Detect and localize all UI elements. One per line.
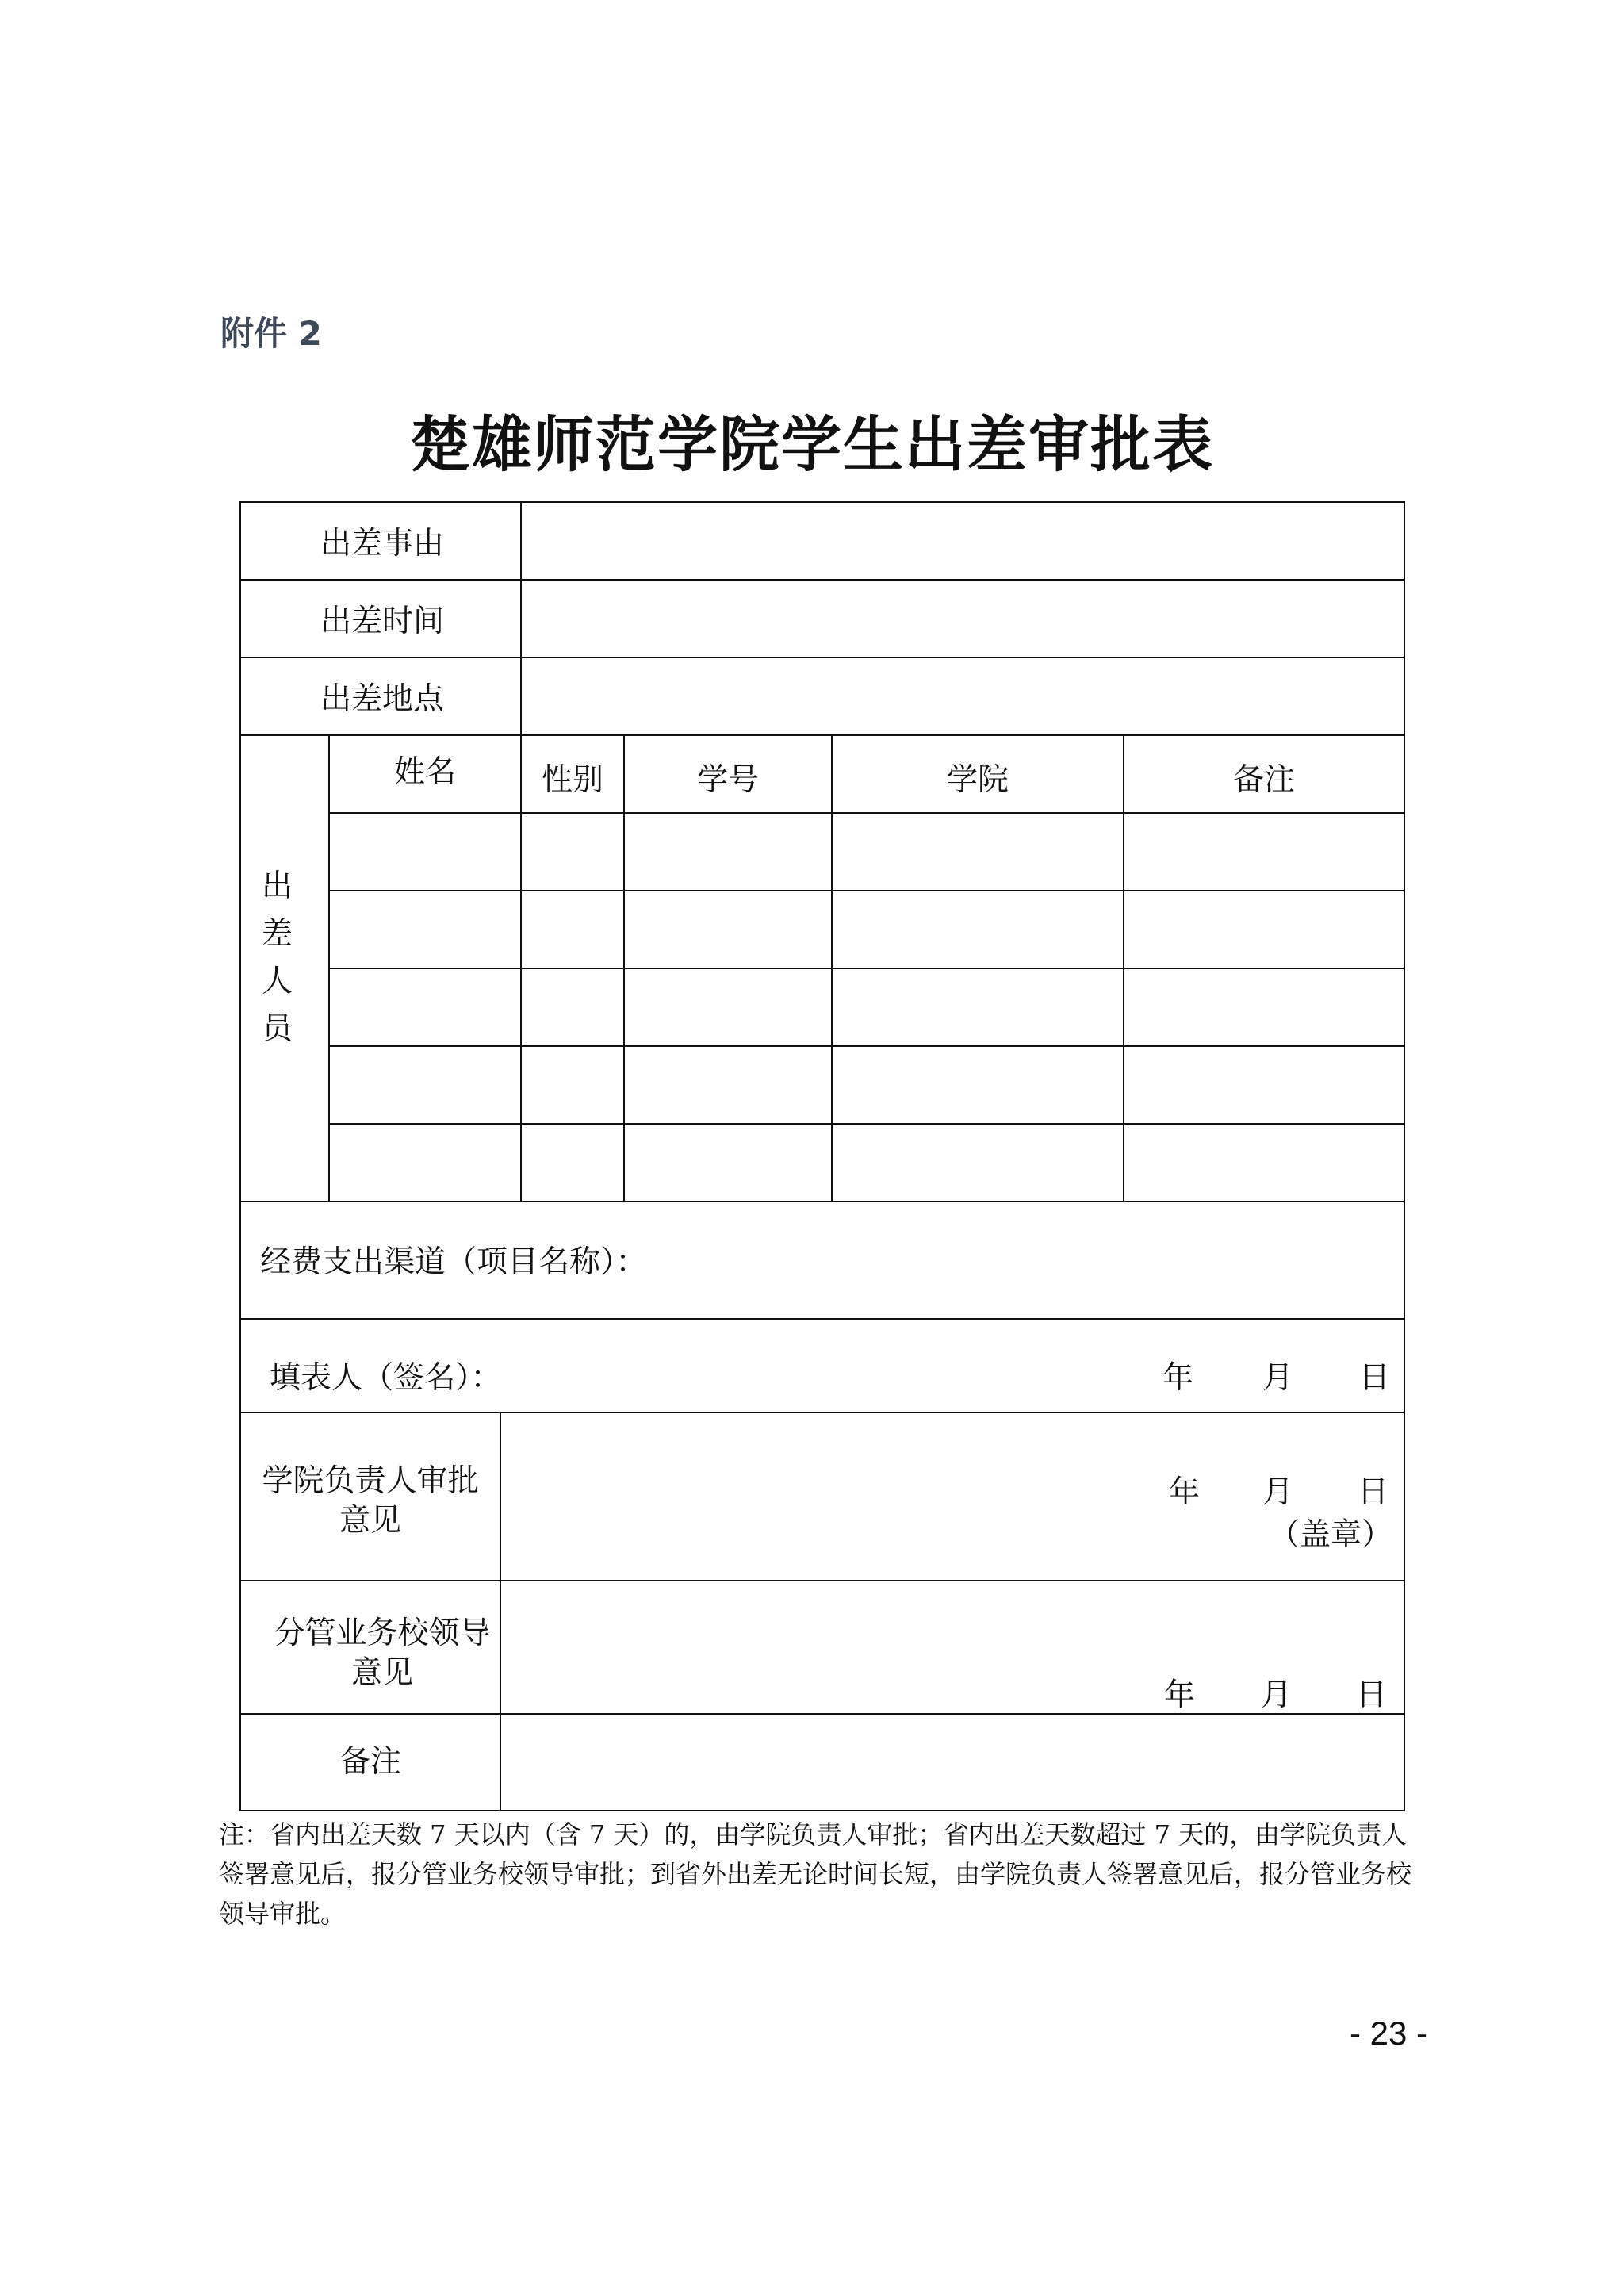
footnote: 注：省内出差天数 7 天以内（含 7 天）的，由学院负责人审批；省内出差天数超过 7 天的，由学院负责人签署意见后，报分管业务校领导审批；到省外出差无论时间长短，由学院负责人签署意见后，报分管业务校领导审批。 [219, 1819, 1412, 1929]
table-border-top [239, 501, 1405, 503]
filler-date-year: 年 [1162, 1360, 1194, 1396]
college-approval-label: 学院负责人审批 [262, 1463, 479, 1499]
table-rule [623, 734, 625, 1201]
table-rule [328, 1045, 1405, 1047]
attachment-label: 附件 2 [220, 314, 322, 353]
filler-date-month: 月 [1262, 1360, 1294, 1396]
table-rule [239, 579, 1405, 581]
seal-label: （盖章） [1269, 1517, 1393, 1553]
personnel-side-label-char: 出 [262, 868, 293, 904]
time-label: 出差时间 [320, 604, 445, 639]
remarks-label: 备注 [339, 1744, 401, 1780]
college-date-month: 月 [1262, 1474, 1294, 1510]
leader-approval-label-line2: 意见 [350, 1655, 413, 1691]
table-rule [328, 812, 1405, 814]
leader-date-month: 月 [1261, 1677, 1293, 1713]
place-label: 出差地点 [320, 681, 445, 717]
table-rule [239, 1580, 1405, 1581]
table-rule [328, 890, 1405, 891]
table-rule [239, 1713, 1405, 1715]
college-date-year: 年 [1169, 1474, 1201, 1510]
column-header-student-id: 学号 [696, 762, 759, 798]
table-rule [328, 968, 1405, 969]
leader-approval-label: 分管业务校领导 [274, 1616, 491, 1651]
page-title: 楚雄师范学院学生出差审批表 [410, 409, 1214, 480]
table-rule [328, 1123, 1405, 1125]
table-rule [239, 1318, 1405, 1320]
table-rule [239, 657, 1405, 658]
funding-channel-label: 经费支出渠道（项目名称）： [260, 1244, 647, 1280]
table-border-bottom [239, 1810, 1405, 1811]
table-rule [500, 1412, 501, 1810]
table-rule [831, 734, 833, 1201]
filler-date-day: 日 [1359, 1360, 1391, 1396]
reason-label: 出差事由 [320, 526, 445, 562]
table-border-right [1404, 501, 1405, 1811]
filler-signature-label: 填表人（签名）： [270, 1360, 502, 1396]
table-rule [239, 734, 1405, 736]
column-header-college: 学院 [946, 762, 1009, 798]
personnel-side-label-char: 人 [262, 964, 293, 999]
column-header-remarks: 备注 [1232, 762, 1295, 798]
personnel-side-label-char: 差 [262, 916, 293, 952]
table-rule [328, 734, 330, 1201]
table-rule [239, 1201, 1405, 1202]
column-header-gender: 性别 [541, 762, 603, 798]
leader-date-day: 日 [1356, 1677, 1388, 1713]
personnel-side-label-char: 员 [262, 1011, 293, 1047]
leader-date-year: 年 [1164, 1677, 1196, 1713]
column-header-name: 姓名 [393, 754, 456, 790]
table-rule [1123, 734, 1124, 1201]
table-rule [239, 1412, 1405, 1413]
page-number: - 23 - [1349, 2014, 1427, 2052]
college-approval-label-line2: 意见 [339, 1503, 401, 1539]
table-rule [520, 501, 522, 734]
table-rule [520, 734, 522, 1201]
college-date-day: 日 [1358, 1474, 1389, 1510]
